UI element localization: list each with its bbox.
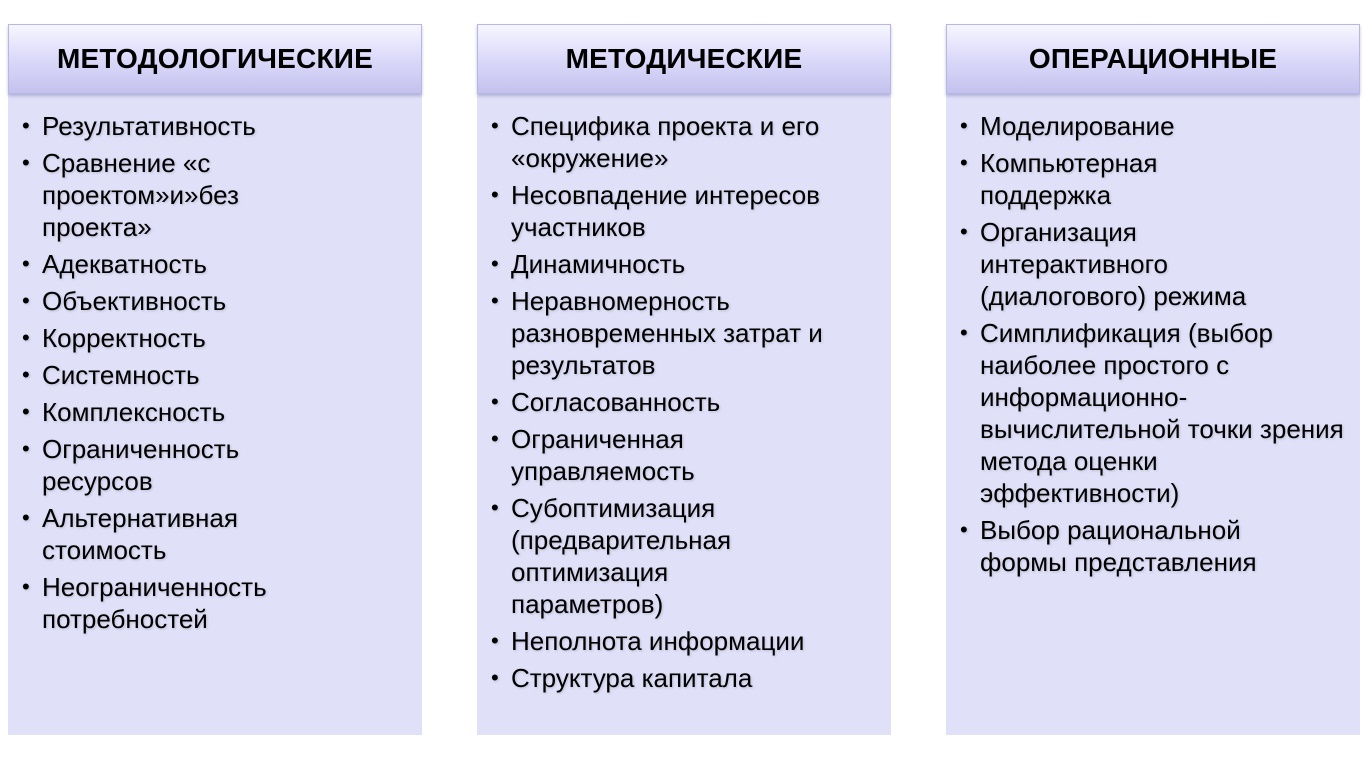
item-text: Ограниченная управляемость: [511, 424, 695, 486]
list-item: [22, 502, 302, 566]
methodological-title: МЕТОДОЛОГИЧЕСКИЕ: [57, 43, 373, 74]
bullet-icon: •: [960, 219, 968, 244]
item-text: Неограниченность потребностей: [42, 572, 267, 634]
bullet-icon: •: [491, 426, 499, 451]
operational-list: [946, 94, 1360, 578]
list-item: [960, 514, 1320, 578]
item-text: Симплификация (выбор наиболее простого с информационно-вычислительной точки зрения метода оценки эффективности): [980, 318, 1344, 508]
item-text: Системность: [42, 360, 200, 390]
item-text: Комплексность: [42, 397, 226, 427]
bullet-icon: •: [491, 251, 499, 276]
list-item: [960, 216, 1320, 312]
bullet-icon: •: [22, 574, 30, 599]
item-text: Несовпадение интересов участников: [511, 180, 820, 242]
bullet-icon: •: [22, 150, 30, 175]
bullet-icon: •: [22, 362, 30, 387]
list-item: [22, 322, 414, 354]
methodological-header: [8, 24, 422, 94]
methodical-header: [477, 24, 891, 94]
list-item: [22, 147, 282, 243]
bullet-icon: •: [491, 113, 499, 138]
list-item: [491, 625, 883, 657]
item-text: Неравномерность разновременных затрат и результатов: [511, 286, 823, 380]
bullet-icon: •: [22, 505, 30, 530]
operational-header: [946, 24, 1360, 94]
item-text: Специфика проекта и его «окружение»: [511, 111, 820, 173]
list-item: [22, 396, 414, 428]
item-text: Организация интерактивного (диалогового) режима: [980, 217, 1247, 311]
bullet-icon: •: [491, 182, 499, 207]
list-item: [491, 179, 851, 243]
methodological-list: [8, 94, 422, 635]
list-item: [22, 571, 342, 635]
item-text: Выбор рациональной формы представления: [980, 515, 1257, 577]
methodical-column: [477, 24, 891, 735]
item-text: Объективность: [42, 286, 227, 316]
bullet-icon: •: [491, 389, 499, 414]
bullet-icon: •: [22, 113, 30, 138]
item-text: Альтернативная стоимость: [42, 503, 238, 565]
item-text: Ограниченность ресурсов: [42, 434, 240, 496]
methodical-title: МЕТОДИЧЕСКИЕ: [565, 43, 803, 74]
bullet-icon: •: [960, 320, 968, 345]
item-text: Корректность: [42, 323, 206, 353]
item-text: Согласованность: [511, 387, 721, 417]
item-text: Компьютерная поддержка: [980, 148, 1158, 210]
list-item: [960, 317, 1352, 509]
bullet-icon: •: [960, 150, 968, 175]
list-item: [960, 110, 1352, 142]
bullet-icon: •: [22, 436, 30, 461]
list-item: [491, 662, 883, 694]
list-item: [491, 110, 841, 174]
item-text: Сравнение «с проектом»и»без проекта»: [42, 148, 239, 242]
bullet-icon: •: [960, 517, 968, 542]
list-item: [960, 147, 1220, 211]
list-item: [22, 110, 414, 142]
list-item: [22, 433, 302, 497]
item-text: Структура капитала: [511, 663, 753, 693]
bullet-icon: •: [491, 665, 499, 690]
bullet-icon: •: [491, 628, 499, 653]
list-item: [491, 492, 801, 620]
item-text: Результативность: [42, 111, 256, 141]
methodical-list: [477, 94, 891, 694]
operational-column: [946, 24, 1360, 735]
bullet-icon: •: [22, 325, 30, 350]
bullet-icon: •: [22, 251, 30, 276]
item-text: Субоптимизация (предварительная оптимизация параметров): [511, 493, 732, 619]
item-text: Неполнота информации: [511, 626, 805, 656]
list-item: [22, 285, 414, 317]
list-item: [22, 359, 414, 391]
operational-title: ОПЕРАЦИОННЫЕ: [1028, 43, 1278, 74]
list-item: [22, 248, 414, 280]
list-item: [491, 248, 883, 280]
item-text: Адекватность: [42, 249, 207, 279]
bullet-icon: •: [960, 113, 968, 138]
bullet-icon: •: [491, 288, 499, 313]
item-text: Моделирование: [980, 111, 1175, 141]
list-item: [491, 285, 883, 381]
list-item: [491, 423, 771, 487]
bullet-icon: •: [22, 288, 30, 313]
list-item: [491, 386, 883, 418]
bullet-icon: •: [22, 399, 30, 424]
item-text: Динамичность: [511, 249, 686, 279]
methodological-column: [8, 24, 422, 735]
bullet-icon: •: [491, 495, 499, 520]
